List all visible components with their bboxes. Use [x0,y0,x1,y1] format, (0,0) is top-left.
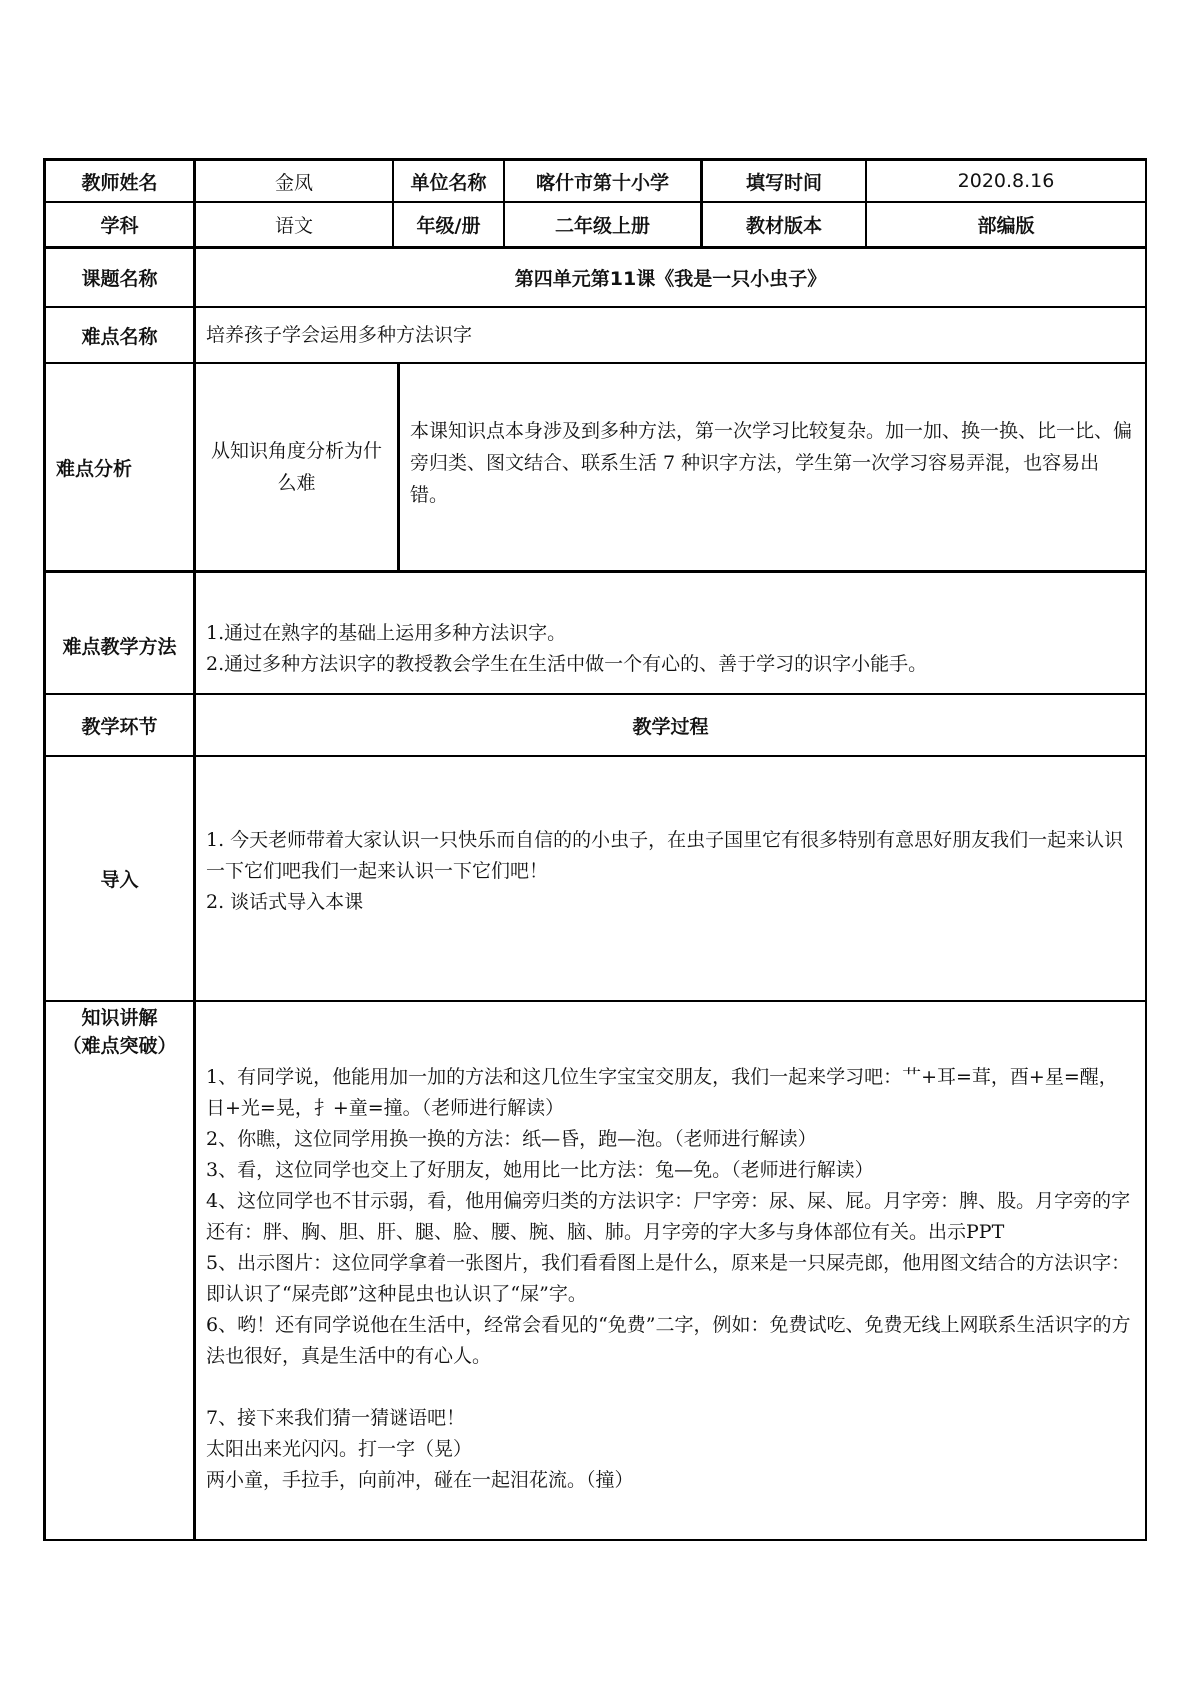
knowledge-blank-line [206,1372,1135,1403]
edition-label: 教材版本 [745,215,822,237]
grade-value: 二年级上册 [554,215,650,237]
topic-label: 课题名称 [81,268,158,290]
knowledge-line-2: 2、你瞧，这位同学用换一换的方法：纸—昏，跑—泡。（老师进行解读） [206,1128,817,1150]
teacher-name-value: 金凤 [274,171,313,194]
knowledge-line-6: 6、哟！还有同学说他在生活中，经常会看见的“免费”二字，例如：免费试吃、免费无线上网联系生活识字的方法也很好，真是生活中的有心人。 [206,1314,1131,1367]
intro-line-1: 1. 今天老师带着大家认识一只快乐而自信的的小虫子，在虫子国里它有很多特别有意思好朋友我们一起来认识一下它们吧我们一起来认识一下它们吧！ [206,829,1124,882]
difficulty-text: 培养孩子学会运用多种方法识字 [206,323,473,346]
difficulty-label: 难点名称 [81,325,158,348]
analysis-sub-label [196,364,397,570]
knowledge-label-line-2: （难点突破） [62,1035,177,1057]
intro-text-cell [196,757,1145,1000]
riddle-2: 两小童，手拉手，向前冲，碰在一起泪花流。（撞） [206,1469,634,1491]
process-label: 教学过程 [632,715,709,738]
method-line-1: 1.通过在熟字的基础上运用多种方法识字。 [206,622,567,644]
process-stage-label: 教学环节 [81,715,158,738]
table-border-right [1145,158,1147,1541]
edition-value: 部编版 [977,215,1035,237]
fill-time-value: 2020.8.16 [957,170,1055,192]
knowledge-label-line-1: 知识讲解 [81,1007,158,1029]
riddle-1: 太阳出来光闪闪。打一字（晃） [206,1438,473,1460]
analysis-label: 难点分析 [56,457,133,480]
unit-name-label: 单位名称 [410,171,487,194]
method-line-2: 2.通过多种方法识字的教授教会学生在生活中做一个有心的、善于学习的识字小能手。 [206,653,928,675]
intro-label: 导入 [100,869,139,891]
teacher-name-label: 教师姓名 [81,171,158,194]
fill-time-label: 填写时间 [745,171,822,194]
analysis-sub-label-text: 从知识角度分析为什么难 [210,440,382,494]
method-text-cell [196,573,1145,693]
knowledge-line-1: 1、有同学说，他能用加一加的方法和这几位生字宝宝交朋友，我们一起来学习吧：艹+耳=茸，酉+星=醒，日+光=晃，扌+童=撞。（老师进行解读） [206,1066,1118,1119]
knowledge-line-7: 7、接下来我们猜一猜谜语吧！ [206,1407,466,1429]
analysis-text-cell [400,364,1145,570]
knowledge-line-5: 5、出示图片：这位同学拿着一张图片，我们看看图上是什么，原来是一只屎壳郎，他用图文结合的方法识字：即认识了“屎壳郎”这种昆虫也认识了“屎”字。 [206,1252,1131,1305]
subject-value: 语文 [274,215,313,237]
knowledge-text-cell [196,1002,1145,1539]
difficulty-value [196,308,1145,362]
table-border-bottom [43,1539,1147,1541]
knowledge-label [46,1002,193,1062]
unit-name-value: 喀什市第十小学 [535,171,669,194]
analysis-text: 本课知识点本身涉及到多种方法，第一次学习比较复杂。加一加、换一换、比一比、偏旁归类、图文结合、联系生活 7 种识字方法，学生第一次学习容易弄混，也容易出错。 [410,420,1133,506]
grade-label: 年级/册 [416,215,481,237]
knowledge-line-3: 3、看，这位同学也交上了好朋友，她用比一比方法：兔—免。（老师进行解读） [206,1159,874,1181]
method-label: 难点教学方法 [62,635,177,658]
intro-line-2: 2. 谈话式导入本课 [206,891,364,913]
topic-value: 第四单元第11课《我是一只小虫子》 [514,268,827,290]
knowledge-line-4: 4、这位同学也不甘示弱，看，他用偏旁归类的方法识字：尸字旁：尿、屎、屁。月字旁：脾、股。月字旁的字还有：胖、胸、胆、肝、腿、脸、腰、腕、脑、肺。月字旁的字大多与身体部位有关。出示PPT [206,1190,1131,1243]
subject-label: 学科 [100,215,139,237]
